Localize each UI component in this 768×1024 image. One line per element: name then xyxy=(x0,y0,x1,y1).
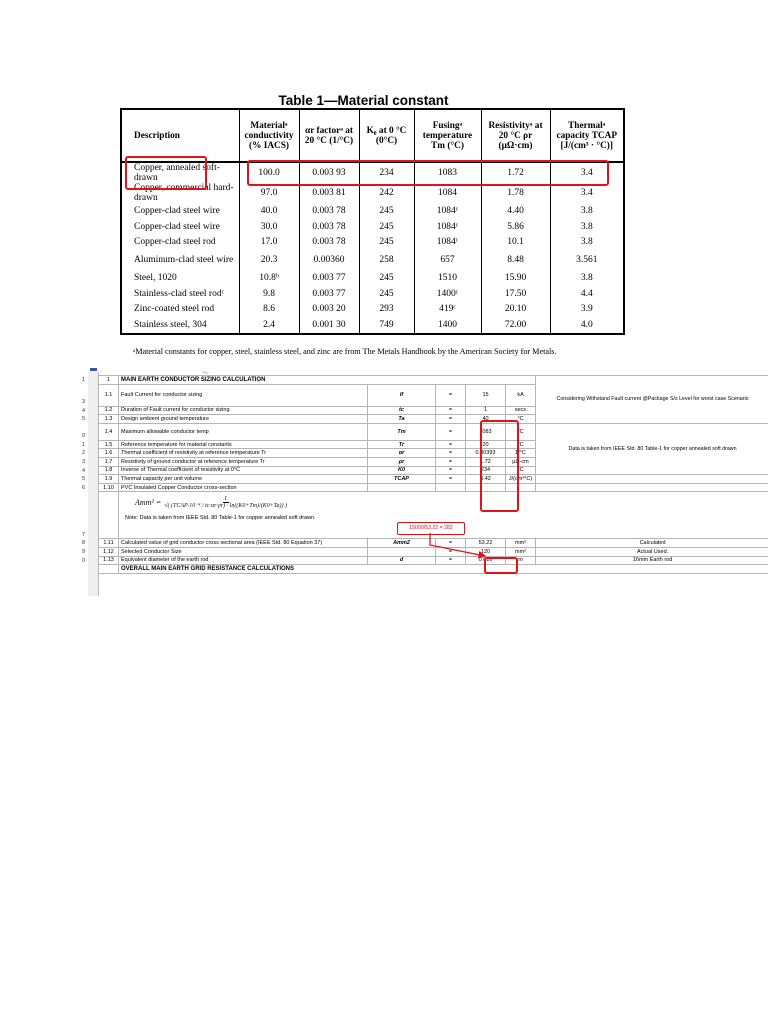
calculation-grid xyxy=(98,375,768,574)
row-symbol[interactable]: tc xyxy=(368,406,436,415)
cell-k0: 245 xyxy=(359,219,414,235)
cell-k0: 245 xyxy=(359,234,414,250)
cell-conductivity: 100.0 xyxy=(239,162,299,183)
row-note[interactable] xyxy=(536,475,768,484)
row-number xyxy=(99,565,119,574)
cell-conductivity: 97.0 xyxy=(239,183,299,203)
row-value[interactable]: 0.016 xyxy=(466,556,506,565)
cell-fusing-temp: 1510 xyxy=(414,270,481,286)
row-index-label: 2 xyxy=(82,450,86,457)
cell-resistivity: 15.90 xyxy=(481,270,550,286)
row-unit[interactable]: kA xyxy=(506,384,536,406)
cell-alpha: 0.003 78 xyxy=(299,203,359,219)
sheet-row xyxy=(99,423,768,440)
row-equals[interactable] xyxy=(436,483,466,492)
row-unit[interactable]: °C xyxy=(506,423,536,440)
cell-alpha: 0.003 77 xyxy=(299,286,359,302)
header-alpha-factor: αr factorᵃ at 20 °C (1/°C) xyxy=(299,109,359,162)
formula-fraction xyxy=(164,496,287,509)
header-k0: K₀ at 0 °C (0°C) xyxy=(359,109,414,162)
cell-conductivity: 20.3 xyxy=(239,250,299,270)
table-row-stainless-304 xyxy=(121,317,624,334)
cell-conductivity: 8.6 xyxy=(239,301,299,317)
cell-conductivity: 40.0 xyxy=(239,203,299,219)
row-note[interactable]: Calculated xyxy=(536,539,768,548)
cell-resistivity: 5.86 xyxy=(481,219,550,235)
cell-description: Copper-clad steel wire xyxy=(121,219,239,235)
row-description[interactable]: Thermal coefficient of resistivity at reference temperature Tr xyxy=(119,449,368,458)
row-symbol[interactable]: Tr xyxy=(368,440,436,449)
row-equals[interactable]: = xyxy=(436,475,466,484)
cell-tcap: 3.8 xyxy=(550,234,624,250)
cell-fusing-temp: 1400 xyxy=(414,317,481,334)
cell-resistivity: 4.40 xyxy=(481,203,550,219)
row-unit[interactable]: m xyxy=(506,556,536,565)
cell-k0: 242 xyxy=(359,183,414,203)
sheet-row xyxy=(99,547,768,556)
cell-description: Copper, commercial hard-drawn xyxy=(121,183,239,203)
sheet-toolbar-strip xyxy=(0,366,768,374)
row-description[interactable]: Resistivity of ground conductor at reference temperature Tr xyxy=(119,457,368,466)
table-row-zinc-coated-rod xyxy=(121,301,624,317)
row-index-label: 3 xyxy=(82,459,86,466)
row-description[interactable]: PVC Insulated Copper Conductor cross-section xyxy=(119,483,368,492)
row-unit[interactable]: secs xyxy=(506,406,536,415)
note-withstand[interactable]: Considering Withstand Fault current @Package S/s Level for worst case Scenario xyxy=(536,376,768,424)
row-number[interactable]: 1.12 xyxy=(99,547,119,556)
cell-fusing-temp: 1084 xyxy=(414,183,481,203)
cell-description: Copper-clad steel wire xyxy=(121,203,239,219)
row-symbol[interactable]: ρr xyxy=(368,457,436,466)
row-number[interactable]: 1.9 xyxy=(99,475,119,484)
cell-tcap: 3.4 xyxy=(550,162,624,183)
sheet-row xyxy=(99,539,768,548)
row-value[interactable]: 1083 xyxy=(466,423,506,440)
row-number[interactable]: 1.7 xyxy=(99,457,119,466)
header-thermal-capacity: Thermalᵃ capacity TCAP [J/(cm³ · °C)] xyxy=(550,109,624,162)
row-index-label: 1 xyxy=(82,441,86,448)
row-number[interactable]: 1.10 xyxy=(99,483,119,492)
row-symbol[interactable]: Ta xyxy=(368,415,436,424)
cell-alpha: 0.001 30 xyxy=(299,317,359,334)
row-index-label: 7 xyxy=(82,531,86,538)
cell-tcap: 3.561 xyxy=(550,250,624,270)
row-note[interactable]: Actual Used. xyxy=(536,547,768,556)
cell-fusing-temp: 1400ᶜ xyxy=(414,286,481,302)
sheet-row xyxy=(99,483,768,492)
row-value[interactable]: 53.22 xyxy=(466,539,506,548)
cell-k0: 293 xyxy=(359,301,414,317)
formula-lhs: Amm² = xyxy=(135,497,162,507)
cell-resistivity: 20.10 xyxy=(481,301,550,317)
header-fusing-temp: Fusingᵃ temperature Tm (°C) xyxy=(414,109,481,162)
row-description[interactable]: Calculated value of grid conductor cross sectional area (IEEE Std. 80 Equation 37) xyxy=(119,539,368,548)
table-row-copper-clad-wire-40 xyxy=(121,203,624,219)
cell-k0: 245 xyxy=(359,270,414,286)
cell-tcap: 4.4 xyxy=(550,286,624,302)
section-number[interactable]: 1 xyxy=(99,376,119,385)
sheet-row xyxy=(99,556,768,565)
cell-k0: 245 xyxy=(359,286,414,302)
row-description[interactable]: Fault Current for conductor sizing xyxy=(119,384,368,406)
cell-k0: 234 xyxy=(359,162,414,183)
row-value[interactable]: 20 xyxy=(466,440,506,449)
row-description[interactable]: Reference temperature for material constants xyxy=(119,440,368,449)
table-row-aluminum-clad-wire xyxy=(121,250,624,270)
row-value[interactable]: 1.72 xyxy=(466,457,506,466)
row-number xyxy=(99,492,119,539)
row-unit[interactable]: 1/°C xyxy=(506,449,536,458)
cell-alpha: 0.003 77 xyxy=(299,270,359,286)
row-unit[interactable]: J/(cm³°C) xyxy=(506,475,536,484)
cell-alpha: 0.00360 xyxy=(299,250,359,270)
row-symbol[interactable]: αr xyxy=(368,449,436,458)
row-index-label: 8 xyxy=(82,540,86,547)
row-symbol[interactable] xyxy=(368,483,436,492)
row-description[interactable]: Equivalent diameter of the earth rod xyxy=(119,556,368,565)
cell-description: Copper-clad steel rod xyxy=(121,234,239,250)
row-unit[interactable]: °C xyxy=(506,415,536,424)
cell-tcap: 3.4 xyxy=(550,183,624,203)
row-note[interactable]: 16mm Earth rod xyxy=(536,556,768,565)
row-index-label: 5 xyxy=(82,476,86,483)
cell-tcap: 3.8 xyxy=(550,270,624,286)
row-unit[interactable]: mm² xyxy=(506,539,536,548)
table-row-copper-clad-wire-30 xyxy=(121,219,624,235)
cell-conductivity: 17.0 xyxy=(239,234,299,250)
cell-conductivity: 9.8 xyxy=(239,286,299,302)
formula-denominator: √( (TCAP·10⁻⁴ / tc·αr·ρr) · ln((K0+Tm)/(K0+Ta)) ) xyxy=(164,503,288,510)
row-value[interactable]: 40 xyxy=(466,415,506,424)
cell-fusing-temp: 1084ᶜ xyxy=(414,234,481,250)
row-equals[interactable]: = xyxy=(436,457,466,466)
cell-alpha: 0.003 78 xyxy=(299,219,359,235)
row-symbol[interactable]: If xyxy=(368,384,436,406)
row-unit[interactable]: mm² xyxy=(506,547,536,556)
cell-fusing-temp: 1084ᶜ xyxy=(414,203,481,219)
row-symbol[interactable]: Amm2 xyxy=(368,539,436,548)
row-equals[interactable]: = xyxy=(436,384,466,406)
row-description[interactable]: Inverse of Thermal coefficient of resistivity at 0°C xyxy=(119,466,368,475)
sheet-row xyxy=(99,475,768,484)
row-symbol[interactable]: TCAP xyxy=(368,475,436,484)
row-symbol[interactable]: Tm xyxy=(368,423,436,440)
sheet-tab-marker xyxy=(90,368,97,371)
header-conductivity: Materialᵃ conductivity (% IACS) xyxy=(239,109,299,162)
table-title: Table 1—Material constant xyxy=(278,93,449,108)
row-value[interactable]: 3.42 xyxy=(466,475,506,484)
cell-resistivity: 8.48 xyxy=(481,250,550,270)
cell-tcap: 3.8 xyxy=(550,203,624,219)
cell-resistivity: 10.1 xyxy=(481,234,550,250)
row-index-label: 5 xyxy=(82,416,86,423)
table-header-row xyxy=(121,109,624,162)
row-unit[interactable]: μΩ-cm xyxy=(506,457,536,466)
cell-description: Stainless-clad steel rodᶜ xyxy=(121,286,239,302)
cell-fusing-temp: 1083 xyxy=(414,162,481,183)
cell-resistivity: 1.72 xyxy=(481,162,550,183)
row-number[interactable]: 1.2 xyxy=(99,406,119,415)
header-resistivity: Resistivityᵃ at 20 °C ρr (μΩ·cm) xyxy=(481,109,550,162)
section-header-row xyxy=(99,376,768,385)
table-footnote: ᵃMaterial constants for copper, steel, stainless steel, and zinc are from The Metals Handbook by the American Society for Metals. xyxy=(133,347,557,356)
cell-description: Zinc-coated steel rod xyxy=(121,301,239,317)
cell-k0: 245 xyxy=(359,203,414,219)
row-value[interactable]: 1 xyxy=(466,406,506,415)
row-symbol[interactable] xyxy=(368,547,436,556)
row-value[interactable]: 0.00393 xyxy=(466,449,506,458)
ieee-equation-37 xyxy=(121,496,767,509)
row-equals[interactable]: = xyxy=(436,466,466,475)
cell-k0: 749 xyxy=(359,317,414,334)
cell-alpha: 0.003 20 xyxy=(299,301,359,317)
cell-tcap: 3.9 xyxy=(550,301,624,317)
row-equals[interactable]: = xyxy=(436,556,466,565)
calculation-callout: 15000/53.22 = 282 xyxy=(397,522,465,535)
cell-conductivity: 30.0 xyxy=(239,219,299,235)
highlight-input-values xyxy=(480,420,519,512)
cell-alpha: 0.003 81 xyxy=(299,183,359,203)
highlight-result-value xyxy=(484,557,518,574)
row-equals[interactable]: = xyxy=(436,440,466,449)
cell-fusing-temp: 657 xyxy=(414,250,481,270)
row-number[interactable]: 1.4 xyxy=(99,423,119,440)
cell-alpha: 0.003 78 xyxy=(299,234,359,250)
formula-note: Note: Data is taken from IEEE Std. 80 Table-1 for copper annealed soft drawn. xyxy=(125,515,316,522)
cell-description: Aluminum-clad steel wire xyxy=(121,250,239,270)
row-symbol[interactable]: K0 xyxy=(368,466,436,475)
highlight-copper-label xyxy=(125,156,207,190)
cell-description: Steel, 1020 xyxy=(121,270,239,286)
row-number[interactable]: 1.13 xyxy=(99,556,119,565)
cell-resistivity: 72.00 xyxy=(481,317,550,334)
row-equals[interactable]: = xyxy=(436,547,466,556)
cell-k0: 258 xyxy=(359,250,414,270)
formula-numerator: I xyxy=(224,496,227,503)
header-description: Description xyxy=(121,109,239,162)
cell-resistivity: 17.50 xyxy=(481,286,550,302)
cell-resistivity: 1.78 xyxy=(481,183,550,203)
row-number[interactable]: 1.3 xyxy=(99,415,119,424)
row-index-label: 6 xyxy=(82,484,86,491)
cell-description: Copper, annealed soft-drawn xyxy=(121,162,239,183)
row-index-label: 0 xyxy=(82,557,86,564)
row-index-label: 1 xyxy=(82,377,86,384)
cell-fusing-temp: 1084ᶜ xyxy=(414,219,481,235)
row-equals[interactable]: = xyxy=(436,415,466,424)
cell-conductivity: 10.8ᵇ xyxy=(239,270,299,286)
table-row-stainless-clad-rod xyxy=(121,286,624,302)
row-index-label: 4 xyxy=(82,407,86,414)
table-row-steel-1020 xyxy=(121,270,624,286)
cell-alpha: 0.003 93 xyxy=(299,162,359,183)
note-ieee-table[interactable]: Data is taken from IEEE Std. 80 Table-1 for copper annealed soft drawn xyxy=(536,423,768,474)
row-description[interactable]: Design ambient ground temperature xyxy=(119,415,368,424)
row-description[interactable]: Selected Conductor Size xyxy=(119,547,368,556)
section-title[interactable]: MAIN EARTH CONDUCTOR SIZING CALCULATION xyxy=(119,376,536,385)
row-note[interactable] xyxy=(536,483,768,492)
row-number[interactable]: 1.6 xyxy=(99,449,119,458)
cell-tcap: 3.8 xyxy=(550,219,624,235)
spreadsheet-excerpt xyxy=(0,366,768,596)
wave-icon: 〜 xyxy=(202,370,209,377)
cell-fusing-temp: 419ᶜ xyxy=(414,301,481,317)
row-index-label: 4 xyxy=(82,467,86,474)
row-index-label: 0 xyxy=(82,433,86,440)
cell-tcap: 4.0 xyxy=(550,317,624,334)
row-equals[interactable]: = xyxy=(436,423,466,440)
highlight-copper-values xyxy=(247,160,609,186)
row-number[interactable]: 1.8 xyxy=(99,466,119,475)
row-equals[interactable]: = xyxy=(436,406,466,415)
next-section-title[interactable]: OVERALL MAIN EARTH GRID RESISTANCE CALCULATIONS xyxy=(119,565,768,574)
material-constant-table xyxy=(120,108,625,335)
row-unit[interactable]: °C xyxy=(506,466,536,475)
row-index-label: 9 xyxy=(82,549,86,556)
row-equals[interactable]: = xyxy=(436,539,466,548)
row-number[interactable]: 1.1 xyxy=(99,384,119,406)
row-symbol[interactable]: d xyxy=(368,556,436,565)
next-section-row xyxy=(99,565,768,574)
cell-conductivity: 2.4 xyxy=(239,317,299,334)
row-number[interactable]: 1.11 xyxy=(99,539,119,548)
row-value[interactable]: 120 xyxy=(466,547,506,556)
row-index-label: 3 xyxy=(82,399,86,406)
row-description[interactable]: Duration of Fault current for conductor sizing xyxy=(119,406,368,415)
cell-description: Stainless steel, 304 xyxy=(121,317,239,334)
row-unit[interactable]: °C xyxy=(506,440,536,449)
row-description[interactable]: Maximum allowable conductor temp xyxy=(119,423,368,440)
row-value[interactable]: 234 xyxy=(466,466,506,475)
row-number[interactable]: 1.5 xyxy=(99,440,119,449)
row-description[interactable]: Thermal capacity per unit volume xyxy=(119,475,368,484)
row-equals[interactable]: = xyxy=(436,449,466,458)
table-row-copper-clad-rod xyxy=(121,234,624,250)
row-value[interactable]: 15 xyxy=(466,384,506,406)
